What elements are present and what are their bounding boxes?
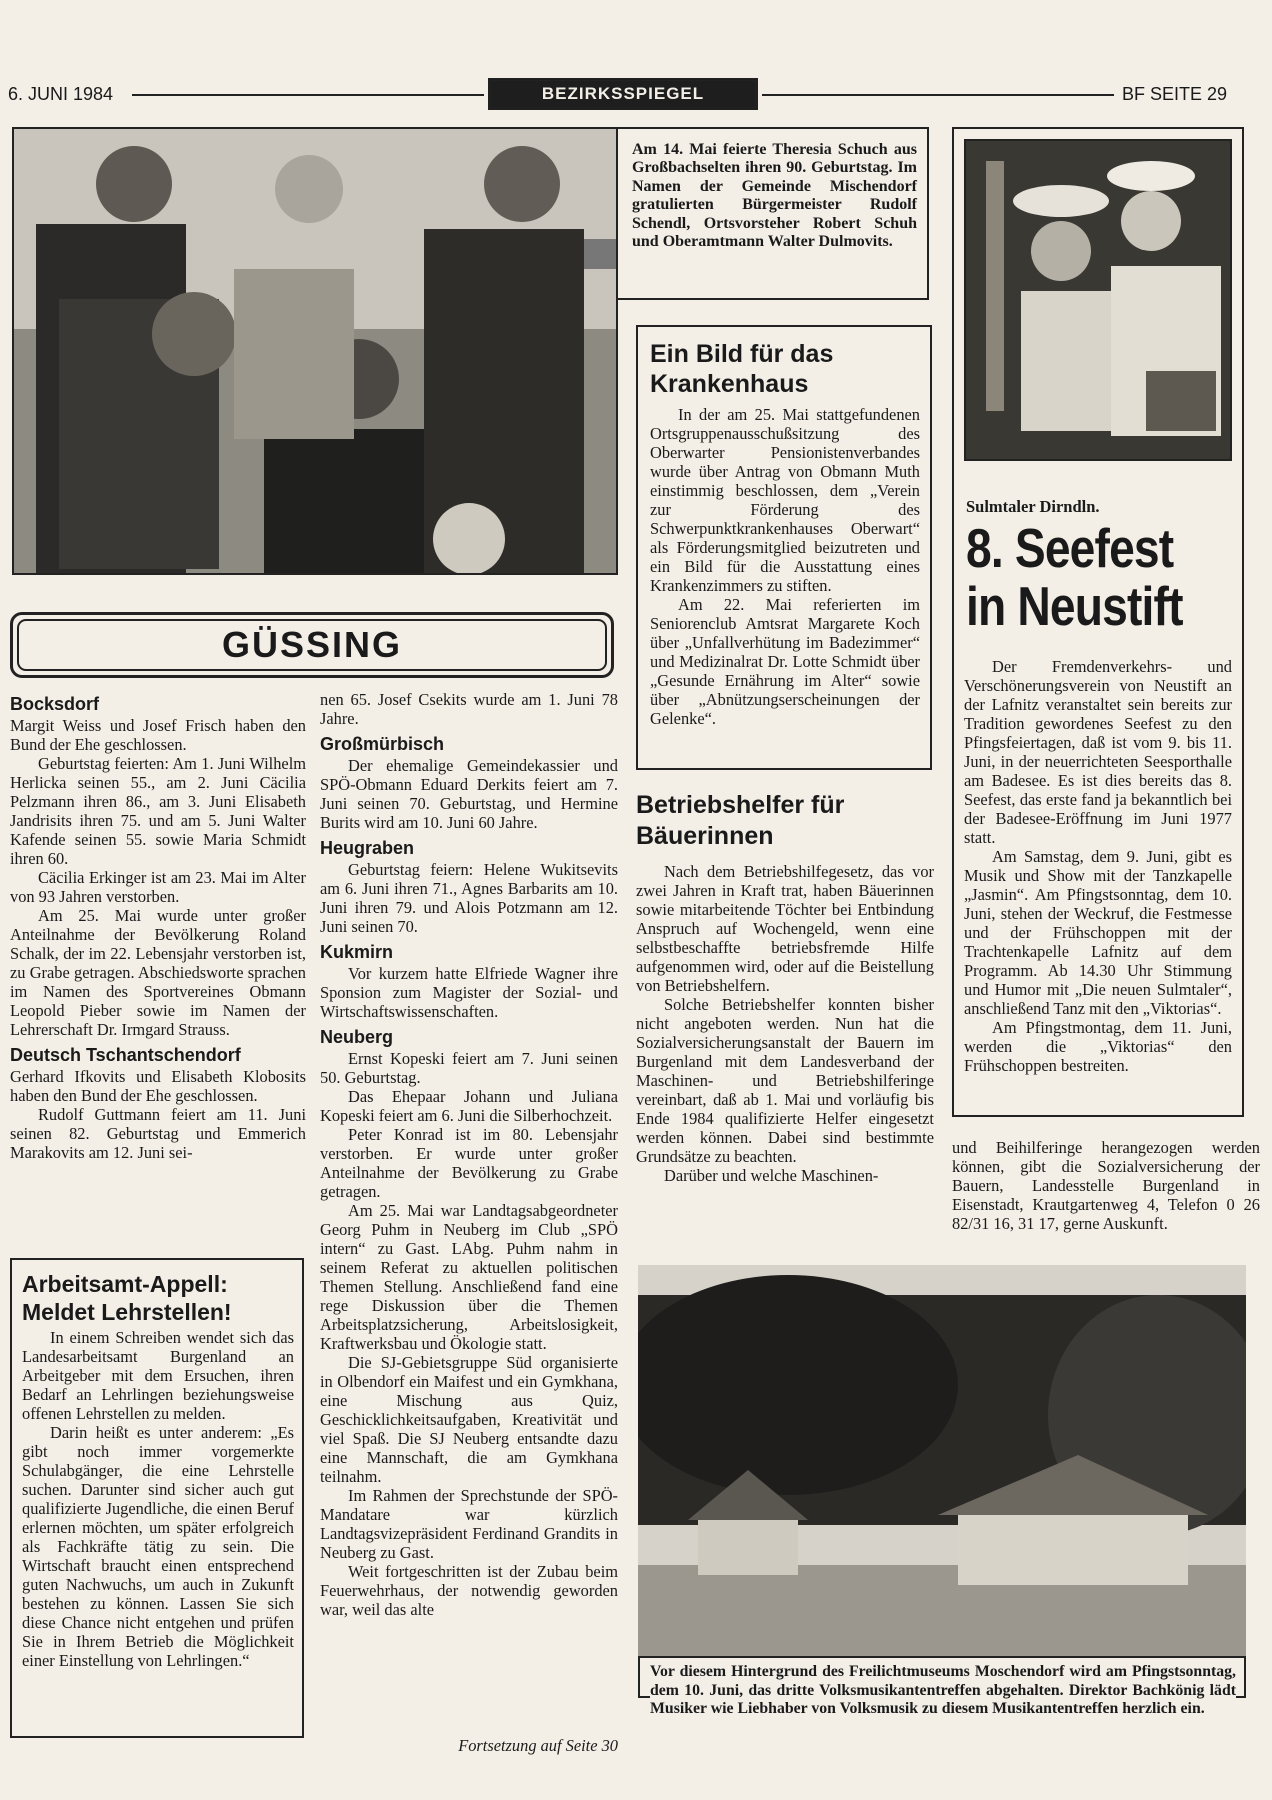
continued-note: Fortsetzung auf Seite 30 <box>458 1736 618 1755</box>
photo-freilichtmuseum <box>638 1265 1246 1658</box>
dirndl-caption: Sulmtaler Dirndln. <box>966 497 1100 516</box>
news-paragraph: Peter Konrad ist im 80. Lebensjahr verstorben. Er wurde unter großer Anteilnahme der Bevölkerung zu Grabe getragen. <box>320 1125 618 1201</box>
village-heading: Großmürbisch <box>320 734 445 754</box>
news-paragraph: Ernst Kopeski feiert am 7. Juni seinen 50. Geburtstag. <box>320 1049 618 1087</box>
news-paragraph: Rudolf Guttmann feiert am 11. Juni seinen 82. Geburtstag und Emmerich Marakovits am 12. Juni sei- <box>10 1105 306 1162</box>
article-krankenhaus <box>636 325 932 770</box>
news-paragraph: Geburtstag feierten: Am 1. Juni Wilhelm Herlicka seinen 55., am 2. Juni Cäcilia Pelzmann ihren 86., am 3. Juni Elisabeth Jandrisits ihren 75. und am 5. Juni Walter Kafende seinen 55. sowie Maria Schmidt ihren 60. <box>10 754 306 868</box>
seefest-title-line-1: 8. Seefest <box>966 517 1174 579</box>
news-paragraph: Vor kurzem hatte Elfriede Wagner ihre Sponsion zum Magister der Sozial- und Wirtschaftswissenschaften. <box>320 964 618 1021</box>
museum-caption: Vor diesem Hintergrund des Freilichtmuseums Moschendorf wird am Pfingstsonntag, dem 10. Juni, das dritte Volksmusikantentreffen abgehalten. Direktor Bachkönig lädt Musiker wie Liebhaber von Volksmusik zu diesem Musikantentreffen herzlich ein. <box>650 1663 1236 1718</box>
village-heading: Neuberg <box>320 1027 394 1047</box>
news-paragraph: Cäcilia Erkinger ist am 23. Mai im Alter von 93 Jahren verstorben. <box>10 868 306 906</box>
news-paragraph: Gerhard Ifkovits und Elisabeth Klobosits haben den Bund der Ehe geschlossen. <box>10 1067 306 1105</box>
article-seefest <box>952 127 1244 1117</box>
header-rule-right <box>762 94 1114 96</box>
news-paragraph: Margit Weiss und Josef Frisch haben den Bund der Ehe geschlossen. <box>10 716 306 754</box>
seefest-body <box>964 657 1232 1075</box>
photo-freilichtmuseum-image <box>638 1265 1246 1658</box>
news-paragraph: Die SJ-Gebietsgruppe Süd organisierte in Olbendorf ein Maifest und ein Gymkhana, eine Mischung aus Quiz, Geschicklichkeitsaufgaben, Kreativität und viel Spaß. Die SJ Neuberg entsandte dazu eine Mannschaft, die am Gymkhana teilnahm. <box>320 1353 618 1486</box>
photo-sulmtaler-dirndln-image <box>966 141 1232 461</box>
news-paragraph: Am 25. Mai war Landtagsabgeordneter Georg Puhm in Neuberg im Club „SPÖ intern“ zu Gast. LAbg. Puhm nahm in seinem Referat zu aktuellen politischen Themen Stellung. Anschließend fand eine rege Diskussion über die Themen Arbeitsplatzsicherung, Arbeitslosigkeit, Kraftwerksbau und Ökologie statt. <box>320 1201 618 1353</box>
caption-box-schuch <box>618 127 929 300</box>
betriebshelfer-continuation: und Beihilferinge herangezogen werden können, gibt die Sozialversicherung der Bauern, Landesstelle Burgenland in Eisenstadt, Krautgartenweg 4, Telefon 0 26 82/31 16, 31 17, gerne Auskunft. <box>952 1138 1260 1233</box>
village-heading: Heugraben <box>320 838 415 858</box>
krankenhaus-title: Ein Bild für das Krankenhaus <box>650 340 834 398</box>
betriebshelfer-paragraph: Darüber und welche Maschinen- <box>664 1166 879 1185</box>
page-number: BF SEITE 29 <box>1122 84 1228 104</box>
seefest-title-line-2: in Neustift <box>966 575 1183 637</box>
photo-sulmtaler-dirndln <box>964 139 1232 461</box>
photo-box-museum <box>638 1265 1246 1718</box>
news-paragraph: Das Ehepaar Johann und Juliana Kopeski feiert am 6. Juni die Silberhochzeit. <box>320 1087 618 1125</box>
guessing-banner-inner <box>17 619 607 671</box>
arbeitsamt-paragraph: In einem Schreiben wendet sich das Landesarbeitsamt Burgenland an Arbeitgeber mit dem Ersuchen, ihren Bedarf an Lehrlingen beziehungsweise offenen Lehrstellen zu melden. <box>22 1328 294 1423</box>
seefest-paragraph: Am Samstag, dem 9. Juni, gibt es Musik und Show mit der Tanzkapelle „Jasmin“. Am Pfingstsonntag, dem 10. Juni, stehen der Weckruf, die Festmesse und der Frühschoppen mit der Trachtenkapelle Lafnitz auf dem Programm. Ab 14.30 Uhr Stimmung und Humor mit „Die neuen Sulmtaler“, anschließend Tanz mit den „Viktorias“. <box>964 847 1232 1018</box>
seefest-paragraph: Der Fremdenverkehrs- und Verschönerungsverein von Neustift an der Lafnitz veranstaltet sein bereits zur Tradition gewordenes Seefest zu den Pfingsfeiertagen, daß ist vom 9. bis 11. Juni, in der neuerrichteten Seesporthalle am Badesee. Es ist dies bereits das 8. Seefest, das erste fand ja bekanntlich bei der Badesee-Eröffnung im Juni 1977 statt. <box>964 657 1232 847</box>
caption-schuch: Am 14. Mai feierte Theresia Schuch aus Großbachselten ihren 90. Geburtstag. Im Namen der Gemeinde Mischendorf gratulierten Bürgermeister Rudolf Schendl, Ortsvorsteher Robert Schuh und Oberamtmann Walter Dulmovits. <box>632 141 917 251</box>
guessing-title: GÜSSING <box>221 624 403 665</box>
arbeitsamt-paragraph: Darin heißt es unter anderem: „Es gibt noch immer vorgemerkte Schulabgänger, die eine Lehrstelle suchen. Darunter sind sicher auch gut qualifizierte Jugendliche, die einen Beruf erlernen möchten, um später erfolgreich als Fachkräfte tätig zu sein. Die Wirtschaft braucht einen entsprechend guten Nachwuchs, um auch in Zukunft bestehen zu können. Lassen Sie sich diese Chance nicht entgehen und prüfen Sie in Ihrem Betrieb die Möglichkeit einer Einstellung von Lehrlingen.“ <box>22 1423 294 1670</box>
article-arbeitsamt <box>10 1258 304 1738</box>
photo-schuch-birthday <box>12 127 618 575</box>
krankenhaus-body <box>638 399 930 728</box>
village-heading: Deutsch Tschantschendorf <box>10 1045 241 1065</box>
section-label <box>488 78 758 110</box>
betriebshelfer-paragraph: Nach dem Betriebshilfegesetz, das vor zwei Jahren in Kraft trat, haben Bäuerinnen sowie mitarbeitende Töchter bei Entbindung Anspruch auf Wochengeld, wenn eine selbstbeschaffte betriebsfremde Hilfe aufgenommen wird, oder auf die Beistellung von Betriebshelfern. <box>636 862 934 995</box>
seefest-paragraph: Am Pfingstmontag, dem 11. Juni, werden die „Viktorias“ den Frühschoppen bestreiten. <box>964 1018 1232 1075</box>
news-paragraph: Der ehemalige Gemeindekassier und SPÖ-Obmann Eduard Derkits feiert am 7. Juni seinen 70. Geburtstag, und Hermine Burits wird am 10. Juni 60 Jahre. <box>320 756 618 832</box>
village-heading: Bocksdorf <box>10 694 100 714</box>
krankenhaus-paragraph: In der am 25. Mai stattgefundenen Ortsgruppenausschußsitzung des Oberwarter Pensionistenverbandes wurde über Antrag von Obmann Muth einstimmig beschlossen, dem „Verein zur Förderung des Schwerpunktkrankenhauses Oberwart“ als Förderungsmitglied beizutreten und ein Bild für die Ausstattung eines Krankenzimmers zu stiften. <box>650 405 920 595</box>
krankenhaus-paragraph: Am 22. Mai referierten im Seniorenclub Amtsrat Margarete Koch über „Unfallverhütung im Badezimmer“ und Medizinalrat Dr. Lotte Schmidt über „Gesunde Ernährung im Alter“ sowie über „Abnützungserscheinungen der Gelenke“. <box>650 595 920 728</box>
guessing-column-2 <box>320 690 618 1619</box>
photo-schuch-birthday-image <box>14 129 618 575</box>
issue-date: 6. JUNI 1984 <box>8 84 114 104</box>
news-paragraph: nen 65. Josef Csekits wurde am 1. Juni 78 Jahre. <box>320 690 618 728</box>
news-paragraph: Geburtstag feiern: Helene Wukitsevits am 6. Juni ihren 71., Agnes Barbarits am 10. Juni ihren 79. und Alois Potzmann am 12. Juni seinen 70. <box>320 860 618 936</box>
news-paragraph: Am 25. Mai wurde unter großer Anteilnahme der Bevölkerung Roland Schalk, der im 22. Lebensjahr verstorben ist, zu Grabe getragen. Abschiedsworte sprachen im Namen des Sportvereines Obmann Leopold Pieber sowie im Namen der Lehrerschaft Dr. Irmgard Strauss. <box>10 906 306 1039</box>
header-rule-left <box>132 94 484 96</box>
news-paragraph: Im Rahmen der Sprechstunde der SPÖ-Mandatare war kürzlich Landtagsvizepräsident Ferdinand Grandits in Neuberg zu Gast. <box>320 1486 618 1562</box>
village-heading: Kukmirn <box>320 942 394 962</box>
guessing-column-1 <box>10 688 306 1162</box>
arbeitsamt-title: Arbeitsamt-Appell: Meldet Lehrstellen! <box>22 1271 232 1325</box>
betriebshelfer-body <box>636 862 934 1185</box>
news-paragraph: Weit fortgeschritten ist der Zubau beim Feuerwehrhaus, der notwendig geworden war, weil das alte <box>320 1562 618 1619</box>
betriebshelfer-paragraph: Solche Betriebshelfer konnten bisher nicht angeboten werden. Nun hat die Sozialversicherungsanstalt der Bauern im Burgenland mit dem Landesverband der Maschinen- und Betriebshilferinge vereinbart, daß ab 1. Mai und vorläufig bis Ende 1984 qualifizierte Helfer eingesetzt werden können. Dabei sind bestimmte Grundsätze zu beachten. <box>636 995 934 1166</box>
betriebshelfer-title: Betriebshelfer für Bäuerinnen <box>636 791 845 850</box>
arbeitsamt-body <box>12 1326 302 1670</box>
guessing-banner <box>10 612 614 678</box>
section-label-text: BEZIRKSSPIEGEL <box>541 84 705 103</box>
seefest-title <box>966 519 1193 635</box>
